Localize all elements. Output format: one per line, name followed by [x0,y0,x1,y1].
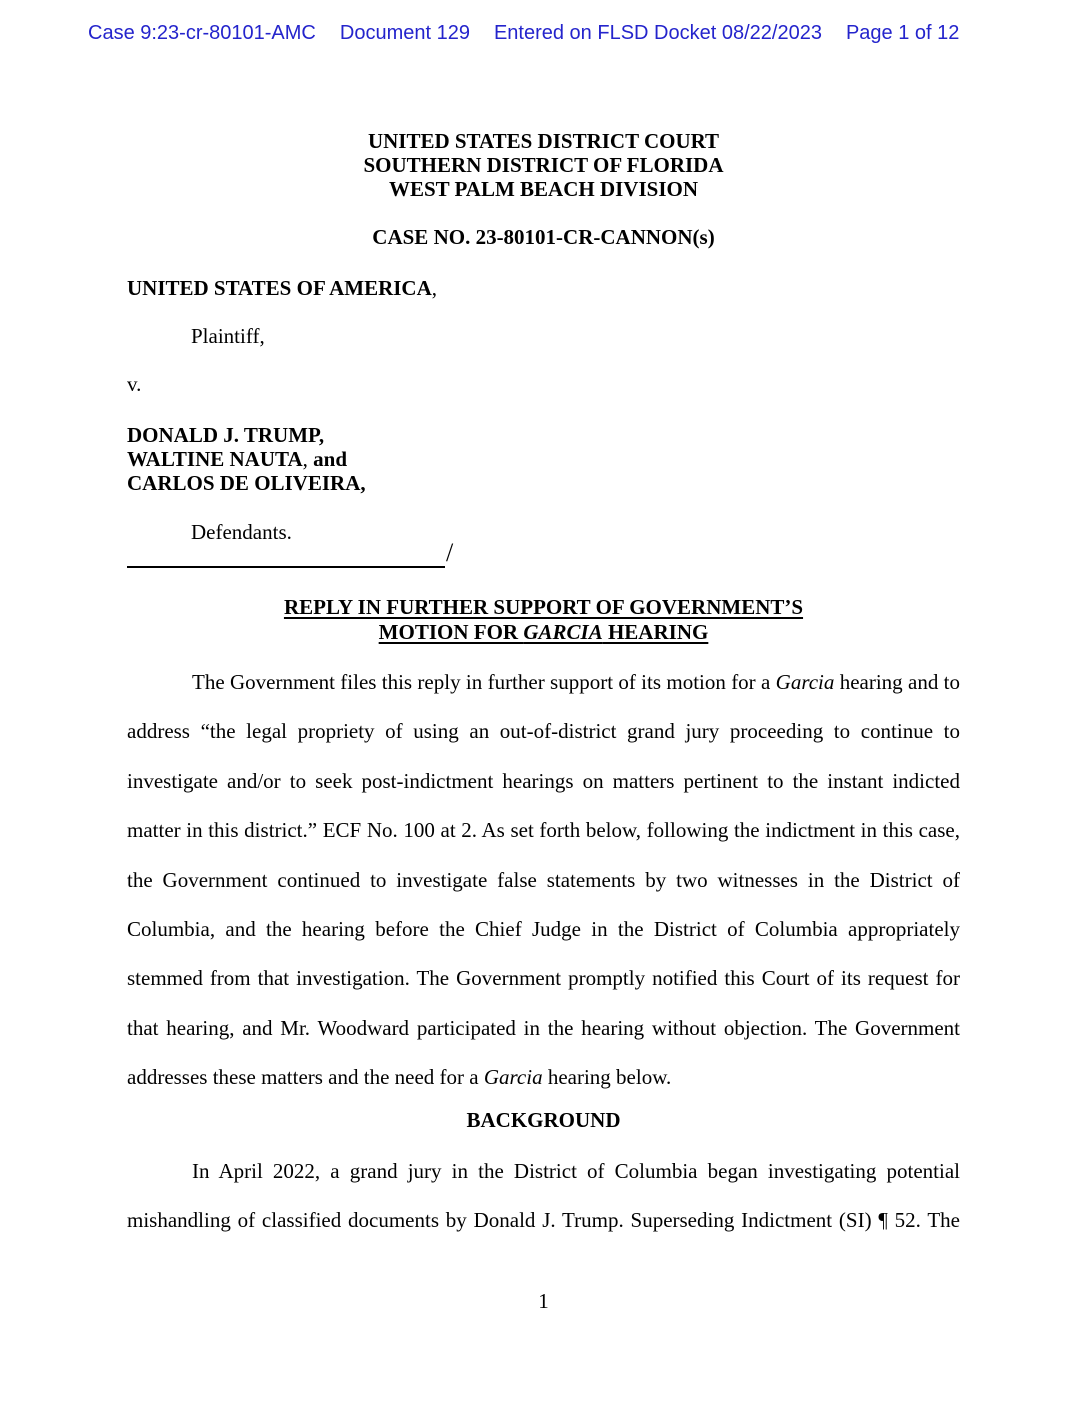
defendant-trump: DONALD J. TRUMP, [127,423,325,447]
court-district: SOUTHERN DISTRICT OF FLORIDA [363,153,724,177]
paragraph-2: In April 2022, a grand jury in the District of Columbia began investigating potential mishandling of classified documents by Donald J. Trump. Superseding Indictment (SI) ¶ 52. The [127,1159,960,1233]
background-heading: BACKGROUND [466,1108,621,1132]
motion-title [127,595,960,645]
case-number: CASE NO. 23-80101-CR-CANNON(s) [372,225,715,249]
defendant-and-label: and [313,447,347,471]
defendant-oliveira: CARLOS DE OLIVEIRA, [127,471,366,495]
caption-divider-slash: / [446,538,454,567]
defendants-role: Defendants. [191,520,292,544]
court-name: UNITED STATES DISTRICT COURT [367,129,720,153]
docket-entry-info: Entered on FLSD Docket 08/22/2023 [493,22,822,44]
plaintiff-role: Plaintiff, [191,324,265,348]
paragraph-1-garcia-italic-1: Garcia [775,670,835,694]
court-division: WEST PALM BEACH DIVISION [388,177,699,201]
motion-title-line2-suffix: HEARING [602,620,709,644]
defendant-nauta-line [127,447,347,471]
motion-title-line2-prefix: MOTION FOR [378,620,524,644]
defendant-nauta: WALTINE NAUTA [127,447,303,471]
plaintiff-name: UNITED STATES OF AMERICA [127,276,432,300]
defendant-nauta-separator: , [302,447,314,471]
paragraph-1-run5: hearing below. [542,1065,672,1090]
docket-document-number: Document 129 [339,22,470,44]
motion-title-line1: REPLY IN FURTHER SUPPORT OF GOVERNMENT’S [283,595,804,619]
page-number: 1 [538,1289,549,1313]
docket-case-id: Case 9:23-cr-80101-AMC [88,22,316,44]
paragraph-1-run1: The Government files this reply in further support of its motion for a [192,670,776,694]
paragraph-1-garcia-italic-2: Garcia [483,1065,543,1090]
paragraph-1-run3: hearing and to address “the legal propriety of using an out-of-district grand jury proceeding to continue to investigate and/or to seek post-indictment hearings on matters pertinent to the instant indicted matter in this district.” ECF No. 100 at 2. As set forth below, following the indictment in this case, the Government continued to investigate false statements by two witnesses in the District of Columbia, and the hearing before the Chief Judge in the District of Columbia appropriately stemmed from that investigation. The Government promptly notified this Court of its request for that hearing, and Mr. Woodward participated in the hearing without objection. The Government addresses these matters and the need for a [127,670,960,1090]
caption-divider [127,538,453,568]
docket-page-info: Page 1 of 12 [845,22,960,44]
motion-title-line2 [127,620,960,645]
versus-label: v. [127,372,142,396]
paragraph-1 [127,658,960,1103]
docket-header [88,22,959,45]
court-heading-block [127,129,960,201]
motion-title-garcia-italic: GARCIA [523,620,603,644]
caption-divider-line [127,540,445,568]
plaintiff-name-comma: , [431,276,437,300]
plaintiff-name-line [127,276,437,300]
